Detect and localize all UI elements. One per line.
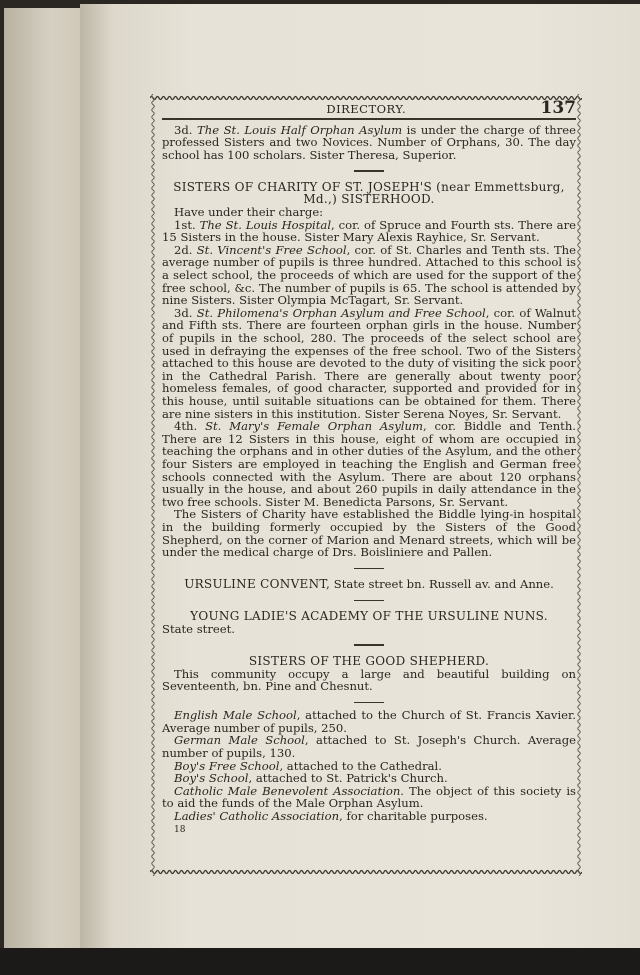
charity-items [162,219,576,559]
paragraph: This community occupy a large and beautiful building on Seventeenth, bn. Pine and Chesnut. [162,666,576,694]
address: State street bn. Russell av. and Anne. [330,577,554,592]
school-entry [162,785,576,810]
ursuline-entry [162,578,576,591]
text: 3d. [174,305,197,320]
text: The Sisters of Charity have established the Biddle lying-in hospital in the building formerly occupied by the Sisters of the Good Shepherd, on the corner of Marion and Menard streets, which will be under the medical charge of Drs. Boisliniere and Pallen. [162,507,576,560]
text: , cor. of Walnut and Fifth sts. There are fourteen orphan girls in the house. Number of pupils in the school, 280. The proceeds of the select school are used in defraying the expenses of the free school. Two of the Sisters attached to this house are devoted to the duty of visiting the sick poor in the Cathedral Parish. There are generally about twenty poor homeless females, of good character, supported and provided for in this house, until suitable situations can be obtained for them. There are nine sisters in this institution. Sister Serena Noyes, Sr. Servant. [162,305,577,421]
address: State street. [162,621,235,636]
section-heading: YOUNG LADIE'S ACADEMY OF THE URSULINE NUNS. [190,609,548,624]
wavy-border-top [150,94,582,102]
institution-name: St. Vincent's Free School [196,242,347,257]
text: 3d. [174,122,198,137]
text: 2d. [174,242,197,257]
page-number: 137 [540,98,576,118]
text: . The object of this society is to aid the funds of the Male Orphan Asylum. [162,783,577,811]
section-rule [354,702,384,704]
school-entry [162,709,576,734]
institution-name: English Male School [174,708,297,723]
wavy-border-bottom [150,868,582,876]
running-title: DIRECTORY. [326,102,407,116]
text: , attached to the Church of St. Francis Xavier. Average number of pupils, 250. [162,708,576,735]
text: , cor. of St. Charles and Tenth sts. The average number of pupils is three hundred. Attached to this school is a select school, the proceeds of which are used for the support of the free school, &c. The number of pupils is 65. The school is attended by nine Sisters. Sister Olympia McTagart, Sr. Servant. [162,242,577,308]
school-list [162,709,576,822]
wavy-border-right [576,94,582,876]
institution-name: The St. Louis Half Orphan Asylum [197,122,403,137]
page-content [162,98,577,836]
charity-entry [162,508,576,558]
text: , cor. of Spruce and Fourth sts. There are 15 Sisters in the house. Sister Mary Alexis Rayhice, Sr. Servant. [162,217,576,245]
text: , attached to St. Patrick's Church. [248,771,448,786]
section-rule [354,644,384,646]
section-rule [354,568,384,570]
ornamental-border [150,94,582,876]
charity-entry [162,420,576,508]
institution-name: Boy's School [174,771,249,786]
institution-name: German Male School [174,733,305,748]
institution-name: St. Philomena's Orphan Asylum and Free School [196,305,486,320]
institution-name: St. Mary's Female Orphan Asylum [205,419,423,434]
text: , attached to St. Joseph's Church. Average number of pupils, 130. [162,733,576,761]
paragraph [162,124,576,162]
text: , cor. Biddle and Tenth. There are 12 Sisters in this house, eight of whom are occupied in teaching the orphans and in other duties of the Asylum, and the other four Sisters are employed in teaching the English and German free schools connected with the Asylum. There are about 120 orphans usually in the house, and about 260 pupils in daily attendance in the two free schools. Sister M. Benedicta Parsons, Sr. Servant. [162,419,576,509]
school-entry [162,810,576,823]
school-entry [162,734,576,759]
wavy-border-left [150,94,156,876]
section-rule [354,170,384,172]
charity-entry [162,219,576,244]
text: 1st. [174,217,200,232]
facing-page-edge [4,8,82,948]
institution-name: Ladies' Catholic Association [174,809,340,823]
text: is under the charge of three professed Sisters and two Novices. Number of Orphans, 30. The day school has 100 scholars. Sister Theresa, Superior. [162,122,577,162]
institution-name: Catholic Male Benevolent Association [174,783,401,798]
intro-text: Have under their charge: [174,205,324,220]
signature-mark: 18 [174,824,186,835]
section-heading: URSULINE CONVENT, [184,577,331,592]
institution-name: The St. Louis Hospital [199,217,332,232]
charity-entry [162,244,576,307]
section-rule [354,600,384,602]
institution-name: Boy's Free School [174,758,280,773]
section-heading: SISTERS OF THE GOOD SHEPHERD. [248,653,490,668]
scan-background [0,948,640,975]
text: , for charitable purposes. [339,809,488,823]
text: , attached to the Cathedral. [279,758,442,773]
section-heading: SISTERS OF CHARITY OF ST. JOSEPH'S (near Emmettsburg, Md.,) SISTERHOOD. [173,179,565,207]
text: 4th. [174,419,206,434]
running-header [162,98,576,120]
charity-entry [162,307,576,420]
